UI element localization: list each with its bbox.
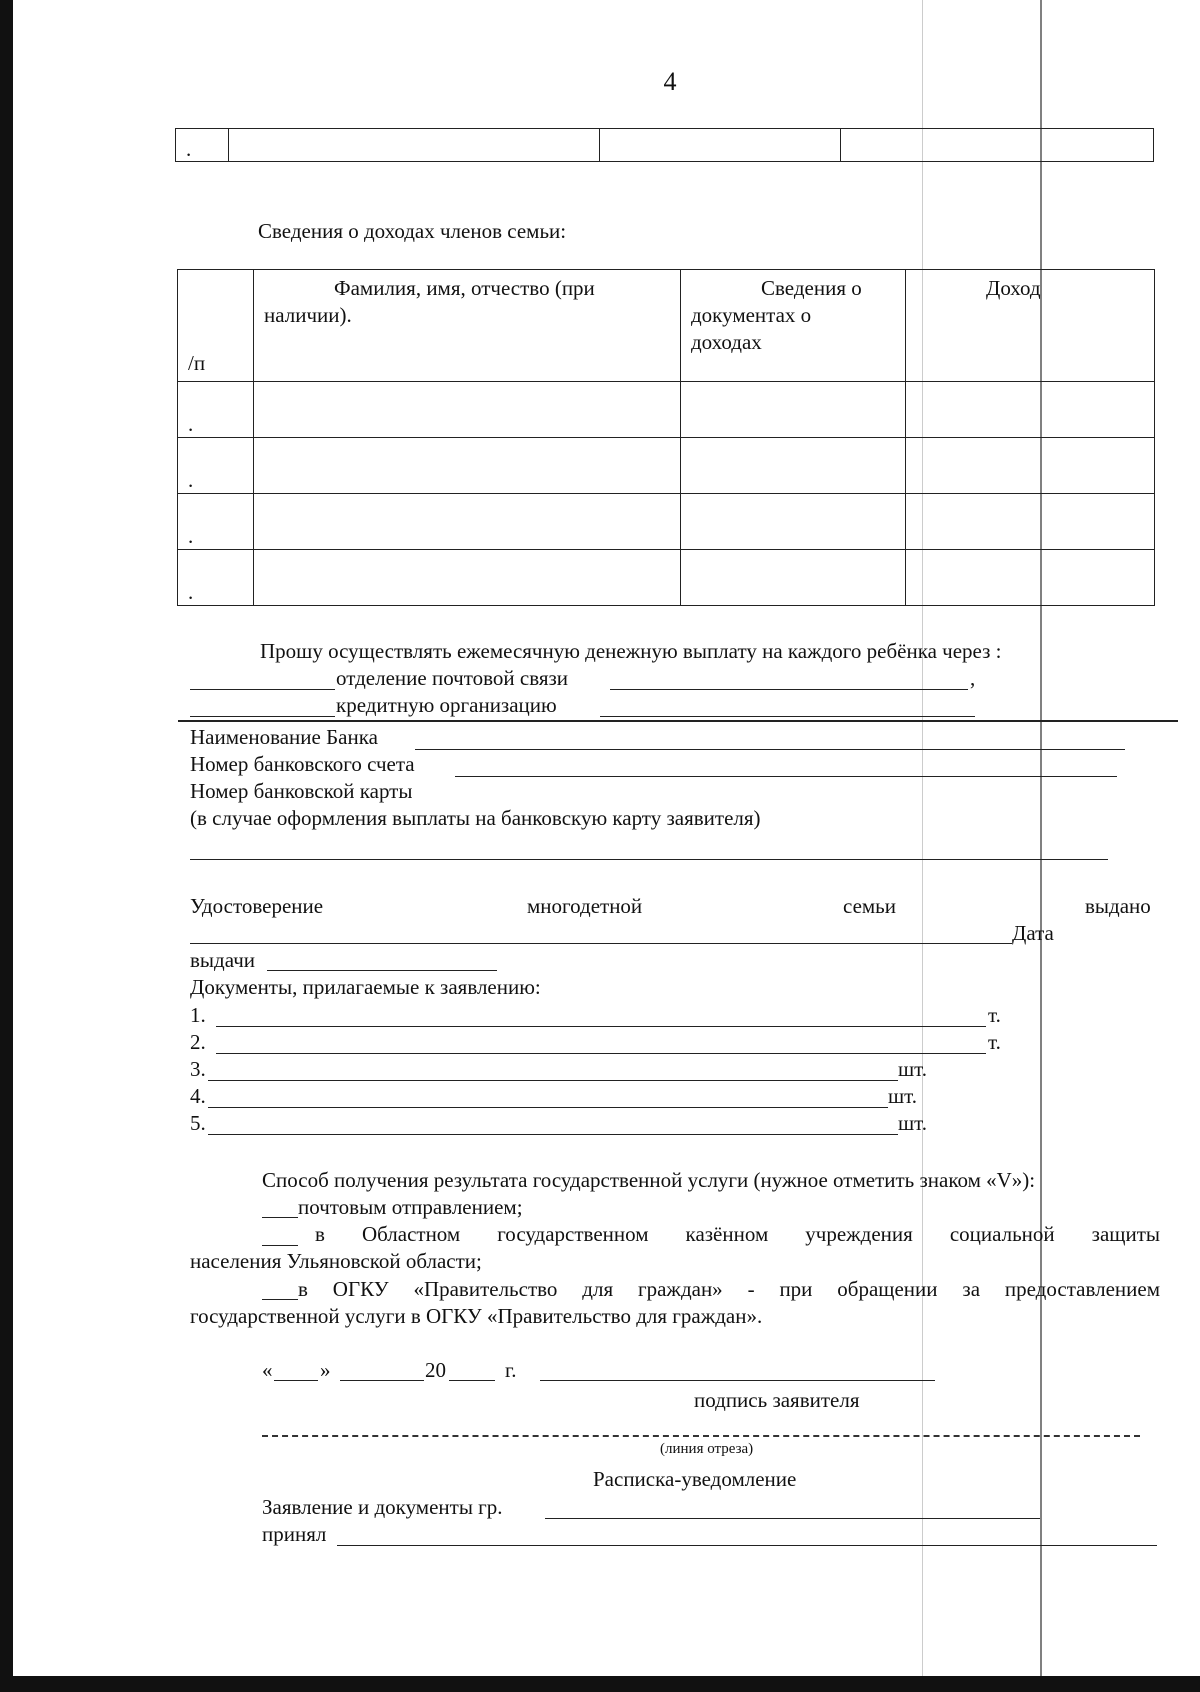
certificate-word-2: многодетной [527,894,643,918]
top-table-cell [600,129,841,162]
method-heading: Способ получения результата государственной услуги (нужное отметить знаком «V»): [262,1168,1036,1192]
date-year-field[interactable] [449,1380,495,1381]
document-num: 4. [190,1084,206,1108]
credit-label: кредитную организацию [336,693,557,717]
cell-name [254,550,681,606]
method-mfc-label: в ОГКУ «Правительство для граждан» - при обращении за предоставлением [298,1277,1160,1301]
certificate-issuer-field[interactable] [190,943,1012,944]
scan-edge-bottom [0,1676,1200,1692]
account-number-label: Номер банковского счета [190,752,415,776]
document-field[interactable] [208,1134,898,1135]
receipt-docs-label: Заявление и документы гр. [262,1495,503,1519]
year-suffix: г. [505,1358,517,1382]
bank-name-field[interactable] [415,749,1125,750]
method-agency-checkbox[interactable] [262,1245,298,1246]
credit-checkbox-line[interactable] [190,716,335,717]
table-row [178,382,1155,438]
table-row [178,438,1155,494]
row-num: . [178,494,254,550]
document-field[interactable] [216,1053,986,1054]
receipt-title: Расписка-уведомление [593,1467,797,1491]
income-heading: Сведения о доходах членов семьи: [258,219,567,243]
document-unit: шт. [898,1057,928,1081]
scan-edge-left [0,0,13,1692]
row-num: . [178,438,254,494]
document-unit: шт. [898,1111,928,1135]
page-number: 4 [663,67,677,96]
income-table-header [178,270,1155,382]
year-prefix: 20 [425,1358,446,1382]
card-number-field[interactable] [190,859,1108,860]
top-table-cell-num: . [176,129,229,162]
document-unit: т. [988,1003,1001,1027]
document-field[interactable] [216,1026,986,1027]
card-number-label: Номер банковской карты [190,779,413,803]
post-label: отделение почтовой связи [336,666,569,690]
method-mfc-label-cont: государственной услуги в ОГКУ «Правительство для граждан». [190,1304,763,1328]
card-note: (в случае оформления выплаты на банковскую карту заявителя) [190,806,761,830]
certificate-word-3: семьи [843,894,897,918]
post-comma: , [970,666,976,690]
receipt-accepted-label: принял [262,1522,327,1546]
method-agency-label: в Областном государственном казённом учреждения социальной защиты [315,1222,1160,1246]
cell-docs [681,382,906,438]
scan-fold-line-faint [922,0,923,1676]
row-num: . [178,550,254,606]
credit-org-field[interactable] [600,716,975,717]
cell-income [906,382,1155,438]
income-table [177,269,1155,606]
document-unit: т. [988,1030,1001,1054]
document-field[interactable] [208,1107,888,1108]
cell-docs [681,494,906,550]
account-number-field[interactable] [455,776,1117,777]
scan-fold-line [1040,0,1042,1676]
certificate-word-4: выдано [1085,894,1151,918]
divider [178,720,1178,722]
cell-docs [681,438,906,494]
cell-name [254,382,681,438]
cell-name [254,494,681,550]
document-num: 3. [190,1057,206,1081]
payment-request: Прошу осуществлять ежемесячную денежную выплату на каждого ребёнка через : [260,639,1002,663]
signature-field[interactable] [540,1380,935,1381]
document-unit: шт. [888,1084,918,1108]
method-mail-label: почтовым отправлением; [298,1195,523,1219]
row-num: . [178,382,254,438]
issue-date-field[interactable] [267,970,497,971]
bank-name-label: Наименование Банка [190,725,378,749]
document-num: 5. [190,1111,206,1135]
table-row [178,494,1155,550]
top-table-cell [229,129,600,162]
header-docs: Сведения о документах о доходах [681,270,906,382]
cell-name [254,438,681,494]
top-table-cell [841,129,1154,162]
date-label: Дата [1012,921,1054,945]
receipt-accepted-field[interactable] [337,1545,1157,1546]
cut-line-caption: (линия отреза) [660,1441,754,1457]
document-num: 1. [190,1003,206,1027]
method-mfc-checkbox[interactable] [262,1299,298,1300]
top-table [175,128,1154,162]
header-income: Доход [906,270,1155,382]
receipt-citizen-field[interactable] [545,1518,1040,1519]
cell-income [906,438,1155,494]
document-num: 2. [190,1030,206,1054]
header-name: Фамилия, имя, отчество (при наличии). [254,270,681,382]
post-checkbox-line[interactable] [190,689,335,690]
issue-label: выдачи [190,948,255,972]
date-close-quote: » [320,1358,331,1382]
document-field[interactable] [208,1080,898,1081]
cell-income [906,550,1155,606]
date-month-field[interactable] [340,1380,424,1381]
cell-income [906,494,1155,550]
method-mail-checkbox[interactable] [262,1217,298,1218]
method-agency-label-cont: населения Ульяновской области; [190,1249,482,1273]
documents-heading: Документы, прилагаемые к заявлению: [190,975,541,999]
cell-docs [681,550,906,606]
header-num: /п [178,270,254,382]
date-open-quote: « [262,1358,273,1382]
post-office-field[interactable] [610,689,968,690]
table-row [178,550,1155,606]
certificate-word-1: Удостоверение [190,894,324,918]
date-day-field[interactable] [274,1380,318,1381]
signature-caption: подпись заявителя [694,1388,860,1412]
